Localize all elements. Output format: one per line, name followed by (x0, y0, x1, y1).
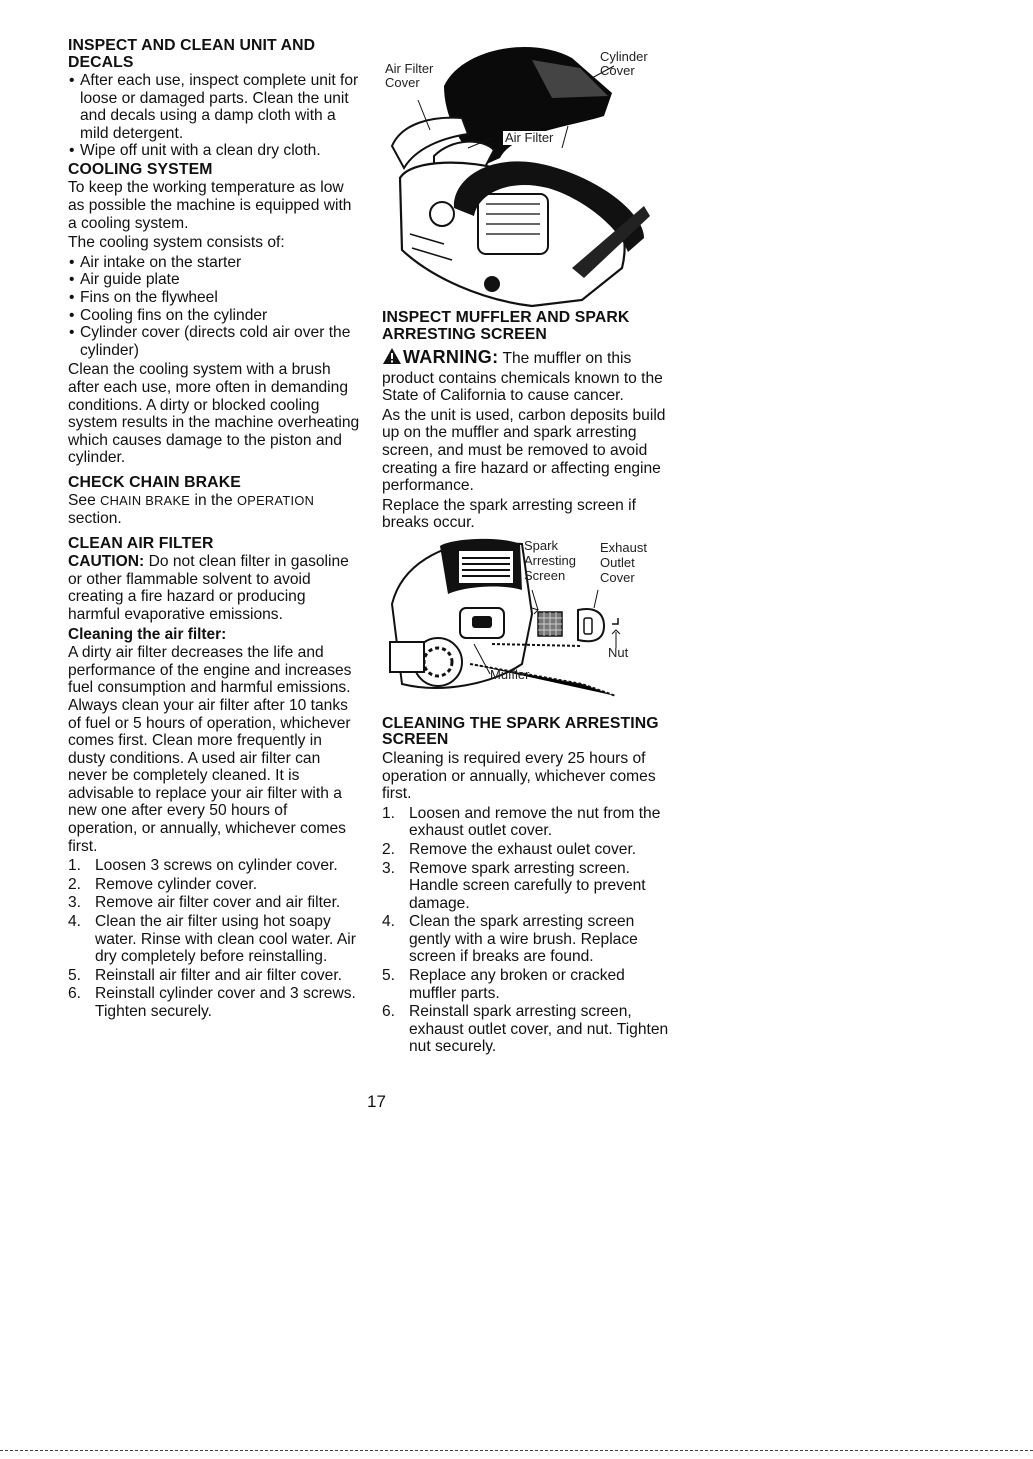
step-number: 3. (68, 894, 82, 912)
list-item: • After each use, inspect complete unit for loose or damaged parts. Clean the unit and decals using a damp cloth with a mild detergent. (68, 72, 360, 142)
air-filter-body: A dirty air filter decreases the life and performance of the engine and increases fuel consumption and harmful emissions. Always clean your air filter after 10 tanks of fuel or 5 hours of operation, whichever comes first. Clean more frequently in dusty conditions. A used air filter can never be completely cleaned. It is advisable to replace your air filter with a new one after every 50 hours of operation, or annually, whichever comes first. (68, 644, 352, 855)
step-item (382, 1003, 672, 1056)
nut-label: Nut (608, 644, 629, 660)
step-text: Reinstall spark arresting screen, exhaust outlet cover, and nut. Tighten nut securely. (409, 1003, 669, 1056)
operation-reference: OPERATION (237, 493, 315, 509)
warning-label: WARNING: (403, 347, 499, 367)
step-text: Reinstall air filter and air filter cover. (95, 966, 342, 984)
step-item (68, 894, 360, 912)
step-number: 6. (382, 1003, 396, 1021)
spark-screen-label: Spark Arresting Screen (524, 537, 577, 583)
inspect-muffler-heading: INSPECT MUFFLER AND SPARK ARRESTING SCREEN (382, 309, 630, 343)
list-item: • Air intake on the starter (68, 254, 360, 272)
step-item (382, 967, 672, 1002)
step-item (382, 913, 672, 966)
spark-steps (382, 805, 672, 1056)
cleaning-spark-section (382, 716, 672, 1056)
right-column (382, 38, 672, 1057)
muffler-label: Muffler (490, 666, 530, 682)
step-number: 1. (382, 804, 396, 822)
inspect-clean-section (68, 38, 360, 160)
inspect-muffler-section (382, 310, 672, 532)
check-chain-brake-text (68, 492, 360, 527)
left-column (68, 38, 360, 1022)
step-number: 4. (68, 913, 82, 931)
cylinder-cover-label: Cylinder Cover (600, 49, 648, 78)
cooling-clean-text: Clean the cooling system with a brush after each use, more often in demanding conditions. A dirty or blocked cooling system results in the machine overheating which causes damage to the piston and cylinder. (68, 361, 360, 467)
clean-air-filter-section (68, 536, 360, 1021)
step-item (382, 805, 672, 840)
clean-air-filter-heading: CLEAN AIR FILTER (68, 534, 214, 552)
step-number: 2. (68, 875, 82, 893)
step-text: Remove air filter cover and air filter. (95, 894, 341, 912)
step-item (68, 985, 360, 1020)
cleaning-spark-heading: CLEANING THE SPARK ARRESTING SCREEN (382, 714, 659, 749)
list-item: • Cylinder cover (directs cold air over the cylinder) (68, 324, 360, 359)
step-number: 5. (68, 966, 82, 984)
step-item (68, 857, 360, 875)
check-chain-brake-heading: CHECK CHAIN BRAKE (68, 473, 241, 491)
caution-paragraph (68, 553, 360, 623)
cooling-consists-of: The cooling system consists of: (68, 234, 285, 252)
muffler-figure (382, 534, 672, 716)
step-text: Reinstall cylinder cover and 3 screws. Tighten securely. (95, 985, 356, 1020)
step-text: Loosen 3 screws on cylinder cover. (95, 857, 338, 875)
cooling-bullets (68, 254, 360, 360)
list-item: • Wipe off unit with a clean dry cloth. (68, 142, 360, 160)
check-chain-brake-section (68, 475, 360, 528)
warning-paragraph (382, 347, 672, 405)
muffler-body: As the unit is used, carbon deposits build up on the muffler and spark arresting screen, and must be removed to avoid creating a fire hazard or affecting engine performance. (382, 406, 666, 495)
step-item (382, 860, 672, 913)
air-filter-steps (68, 857, 360, 1020)
step-text: Remove cylinder cover. (95, 875, 258, 893)
step-item (68, 876, 360, 894)
inspect-clean-bullets (68, 72, 360, 160)
bottom-rule (0, 1450, 1033, 1451)
step-number: 6. (68, 985, 82, 1003)
step-item (68, 913, 360, 966)
cooling-system-section (68, 162, 360, 467)
step-number: 2. (382, 840, 396, 858)
exhaust-cover-label: Exhaust Outlet Cover (600, 539, 647, 585)
step-number: 5. (382, 967, 396, 985)
caution-label: CAUTION: (68, 553, 145, 571)
cooling-system-heading: COOLING SYSTEM (68, 160, 213, 178)
cleaning-air-filter-subheading: Cleaning the air filter: (68, 625, 227, 643)
warning-text: The muffler on this product contains chemicals known to the State of California to cause cancer. (382, 350, 663, 405)
inspect-clean-heading: INSPECT AND CLEAN UNIT AND DECALS (68, 37, 316, 71)
list-item: • Air guide plate (68, 271, 360, 289)
step-text: Loosen and remove the nut from the exhaust outlet cover. (409, 804, 661, 840)
caution-text: Do not clean filter in gasoline or other flammable solvent to avoid creating a fire hazard or producing harmful evaporative emissions. (68, 553, 349, 623)
step-text: Replace any broken or cracked muffler parts. (409, 967, 625, 1002)
warning-triangle-icon (382, 347, 402, 370)
step-item (382, 841, 672, 859)
list-item: • Cooling fins on the cylinder (68, 307, 360, 325)
air-filter-cover-label: Air Filter Cover (385, 61, 434, 90)
step-number: 3. (382, 859, 396, 877)
air-filter-label: Air Filter (505, 130, 554, 145)
see-text: See (68, 492, 96, 510)
step-text: Clean the spark arresting screen gently with a wire brush. Replace screen if breaks are found. (409, 913, 638, 966)
list-item: • Fins on the flywheel (68, 289, 360, 307)
step-item (68, 967, 360, 985)
page-number: 17 (367, 1092, 386, 1111)
step-number: 4. (382, 913, 396, 931)
step-text: Clean the air filter using hot soapy water. Rinse with clean cool water. Air dry completely before reinstalling. (95, 913, 356, 966)
cooling-intro: To keep the working temperature as low as possible the machine is equipped with a cooling system. (68, 179, 352, 232)
step-number: 1. (68, 857, 82, 875)
chain-brake-reference: CHAIN BRAKE (100, 493, 191, 509)
section-text: section. (68, 510, 122, 528)
in-the-text: in the (194, 492, 233, 510)
air-filter-figure (382, 38, 672, 310)
step-text: Remove the exhaust oulet cover. (409, 840, 637, 858)
step-text: Remove spark arresting screen. Handle screen carefully to prevent damage. (409, 859, 646, 912)
cleaning-spark-intro: Cleaning is required every 25 hours of operation or annually, whichever comes first. (382, 749, 656, 803)
muffler-replace: Replace the spark arresting screen if breaks occur. (382, 496, 636, 532)
